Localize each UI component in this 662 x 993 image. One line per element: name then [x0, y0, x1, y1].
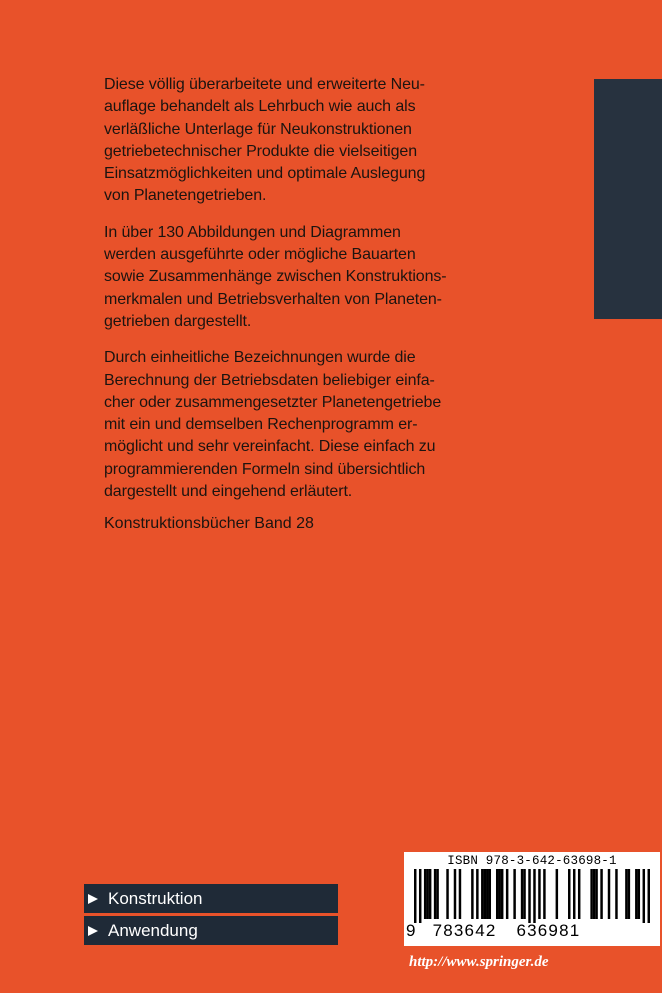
barcode-bar: [648, 869, 650, 923]
barcode-bar: [513, 869, 515, 919]
barcode-bar: [496, 869, 498, 919]
blurb-line: Einsatzmöglichkeiten und optimale Auslegung: [104, 165, 426, 183]
barcode-bar: [424, 869, 426, 919]
barcode-bar: [556, 869, 558, 919]
barcode-bar: [595, 869, 597, 919]
barcode-bar: [486, 869, 488, 919]
back-cover-blurb: [104, 74, 524, 517]
barcode-bars: [414, 869, 650, 923]
barcode-bar: [608, 869, 610, 919]
spine-color-block: [594, 79, 662, 319]
barcode-bar: [471, 869, 473, 919]
ean-left-group: 783642: [432, 921, 497, 940]
barcode-bar: [528, 869, 530, 923]
barcode-bar: [638, 869, 640, 919]
blurb-line: möglicht und sehr vereinfacht. Diese einfach zu: [104, 438, 436, 456]
ean-digits: [406, 921, 660, 941]
barcode-bar: [625, 869, 627, 919]
barcode-bar: [615, 869, 617, 919]
barcode-bar: [454, 869, 456, 919]
barcode-bar: [419, 869, 421, 923]
blurb-line: Diese völlig überarbeitete und erweiterte Neu-: [104, 76, 425, 93]
barcode-bar: [543, 869, 545, 919]
barcode-bar: [434, 869, 436, 919]
barcode-bar: [506, 869, 508, 919]
blurb-line: von Planetengetrieben.: [104, 187, 267, 205]
barcode-bar: [538, 869, 540, 919]
barcode-bar: [459, 869, 461, 919]
barcode-bar: [501, 869, 503, 919]
blurb-line: merkmalen und Betriebsverhalten von Planeten-: [104, 290, 442, 308]
blurb-line: Durch einheitliche Bezeichnungen wurde die: [104, 349, 416, 367]
barcode-bar: [593, 869, 595, 919]
barcode-bar: [481, 869, 483, 919]
blurb-line: werden ausgeführte oder mögliche Bauarten: [104, 246, 416, 264]
barcode-bar: [578, 869, 580, 919]
blurb-line: programmierenden Formeln sind übersichtlich: [104, 460, 426, 478]
barcode-bar: [498, 869, 500, 919]
blurb-line: verläßliche Unterlage für Neukonstruktionen: [104, 120, 412, 138]
blurb-line: Berechnung der Betriebsdaten beliebiger einfa-: [104, 371, 435, 389]
barcode-bar: [590, 869, 592, 919]
barcode-bar: [600, 869, 602, 919]
ean-lead-digit: 9: [406, 921, 417, 940]
barcode-bar: [568, 869, 570, 919]
barcode-bar: [476, 869, 478, 919]
tag-label: Anwendung: [108, 920, 198, 940]
triangle-bullet-icon: [88, 894, 98, 904]
barcode-bar: [489, 869, 491, 919]
isbn-label: ISBN 978-3-642-63698-1: [447, 854, 617, 868]
barcode-bar: [446, 869, 448, 919]
tag-label: Konstruktion: [108, 888, 203, 908]
blurb-paragraph-3: [104, 347, 524, 503]
barcode-bar: [533, 869, 535, 923]
barcode-bar: [436, 869, 438, 919]
barcode-bar: [429, 869, 431, 919]
barcode-bar: [484, 869, 486, 919]
barcode-bar: [523, 869, 525, 919]
series-title: Konstruktionsbücher Band 28: [104, 515, 314, 532]
blurb-paragraph-1: [104, 74, 524, 208]
blurb-line: sowie Zusammenhänge zwischen Konstruktions-: [104, 268, 447, 286]
isbn-barcode: [404, 852, 660, 946]
blurb-line: getriebetechnischer Produkte die vielseitigen: [104, 142, 418, 160]
tag-anwendung: [84, 916, 338, 945]
blurb-line: mit ein und demselben Rechenprogramm er-: [104, 416, 418, 434]
barcode-bar: [521, 869, 523, 919]
barcode-bar: [573, 869, 575, 919]
blurb-paragraph-2: [104, 222, 524, 333]
publisher-url[interactable]: http://www.springer.de: [409, 954, 549, 970]
barcode-bar: [414, 869, 416, 923]
triangle-bullet-icon: [88, 926, 98, 936]
blurb-line: dargestellt und eingehend erläutert.: [104, 483, 353, 501]
barcode-bar: [628, 869, 630, 919]
blurb-line: getrieben dargestellt.: [104, 312, 252, 330]
barcode-bar: [426, 869, 428, 919]
tag-konstruktion: [84, 884, 338, 913]
barcode-bar: [643, 869, 645, 923]
blurb-line: In über 130 Abbildungen und Diagrammen: [104, 223, 401, 241]
barcode-bar: [635, 869, 637, 919]
category-tags: [84, 884, 338, 945]
blurb-line: auflage behandelt als Lehrbuch wie auch als: [104, 98, 416, 116]
blurb-line: cher oder zusammengesetzter Planetengetriebe: [104, 393, 442, 411]
ean-right-group: 636981: [516, 921, 581, 940]
